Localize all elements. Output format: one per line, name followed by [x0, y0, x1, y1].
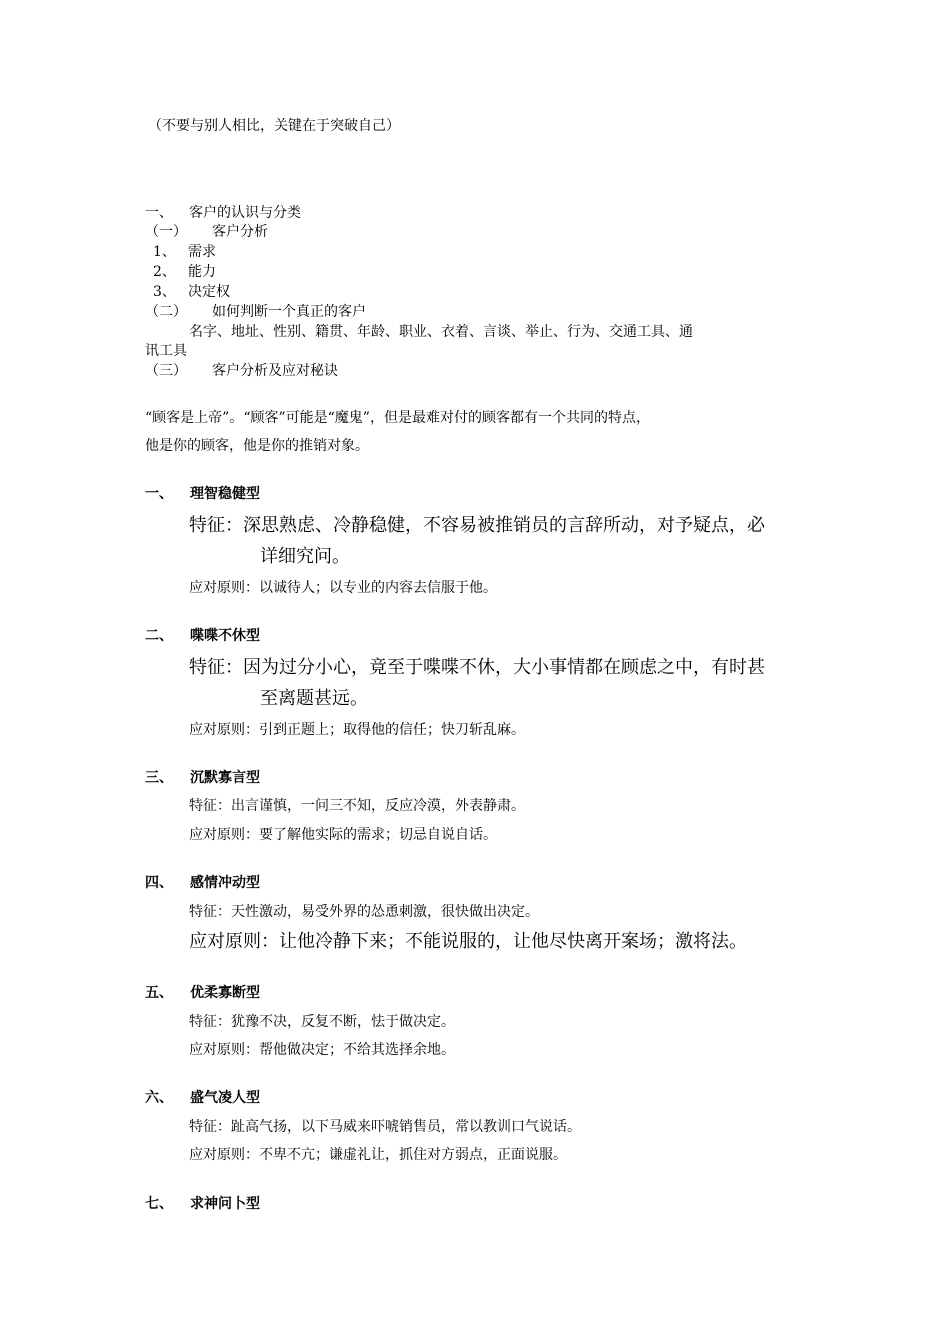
type-number: 二、	[145, 628, 173, 644]
type-feature: 特征：天性激动，易受外界的怂恿刺激，很快做出决定。	[189, 904, 539, 920]
outline-item-text: 能力	[188, 264, 216, 280]
type-heading	[145, 626, 545, 646]
document-subtitle: （不要与别人相比，关键在于突破自己）	[148, 118, 400, 134]
outline-section-2-number: （二）	[145, 304, 187, 320]
type-principle: 应对原则：让他冷静下来；不能说服的，让他尽快离开案场；激将法。	[189, 931, 747, 952]
outline-heading-1-text: 客户的认识与分类	[189, 205, 301, 221]
type-heading	[145, 484, 545, 504]
outline-section-3	[145, 361, 545, 381]
type-principle: 应对原则：以诚待人；以专业的内容去信服于他。	[189, 580, 497, 596]
outline-section-1-number: （一）	[145, 224, 187, 240]
type-number: 七、	[145, 1196, 173, 1212]
outline-item-text: 决定权	[188, 284, 230, 300]
type-title: 喋喋不休型	[190, 628, 260, 644]
type-number: 五、	[145, 985, 173, 1001]
outline-heading-1-number: 一、	[145, 205, 173, 221]
type-title: 沉默寡言型	[190, 770, 260, 786]
type-title: 优柔寡断型	[190, 985, 260, 1001]
outline-section-1	[145, 222, 545, 242]
type-heading	[145, 983, 545, 1003]
outline-section-3-number: （三）	[145, 363, 187, 379]
type-feature: 特征：趾高气扬，以下马威来吓唬销售员，常以教训口气说话。	[189, 1119, 581, 1135]
type-number: 三、	[145, 770, 173, 786]
outline-section-1-text: 客户分析	[212, 224, 268, 240]
type-principle: 应对原则：帮他做决定；不给其选择余地。	[189, 1042, 455, 1058]
outline-item-text: 需求	[188, 244, 216, 260]
outline-item-number: 2、	[153, 264, 176, 280]
intro-paragraph-line-2: 他是你的顾客，他是你的推销对象。	[145, 438, 369, 454]
outline-section-3-text: 客户分析及应对秘诀	[212, 363, 338, 379]
type-title: 盛气凌人型	[190, 1090, 260, 1106]
type-title: 理智稳健型	[190, 486, 260, 502]
type-feature: 特征：深思熟虑、冷静稳健，不容易被推销员的言辞所动，对予疑点，必	[189, 515, 765, 536]
outline-section-2-text: 如何判断一个真正的客户	[212, 304, 366, 320]
type-heading	[145, 768, 545, 788]
type-heading	[145, 1088, 545, 1108]
type-heading	[145, 873, 545, 893]
type-number: 六、	[145, 1090, 173, 1106]
outline-section-2-body: 名字、地址、性别、籍贯、年龄、职业、衣着、言谈、举止、行为、交通工具、通	[189, 324, 693, 340]
outline-heading-1	[145, 203, 545, 223]
outline-item	[153, 262, 453, 282]
outline-item-number: 3、	[153, 284, 176, 300]
type-principle: 应对原则：引到正题上；取得他的信任；快刀斩乱麻。	[189, 722, 525, 738]
type-feature: 特征：犹豫不决，反复不断，怯于做决定。	[189, 1014, 455, 1030]
outline-section-2	[145, 302, 545, 322]
type-number: 四、	[145, 875, 173, 891]
type-feature-continued: 详细究问。	[260, 546, 350, 567]
type-principle: 应对原则：要了解他实际的需求；切忌自说自话。	[189, 827, 497, 843]
type-feature-continued: 至离题甚远。	[260, 688, 368, 709]
outline-item	[153, 242, 453, 262]
intro-paragraph-line-1: “顾客是上帝”。“顾客”可能是“魔鬼”，但是最难对付的顾客都有一个共同的特点，	[145, 410, 650, 426]
type-feature: 特征：因为过分小心，竟至于喋喋不休，大小事情都在顾虑之中，有时甚	[189, 657, 765, 678]
outline-item-number: 1、	[153, 244, 176, 260]
type-principle: 应对原则：不卑不亢；谦虚礼让，抓住对方弱点，正面说服。	[189, 1147, 567, 1163]
type-number: 一、	[145, 486, 173, 502]
type-title: 感情冲动型	[190, 875, 260, 891]
outline-item	[153, 282, 453, 302]
outline-section-2-body-continued: 讯工具	[145, 343, 187, 359]
type-title: 求神问卜型	[190, 1196, 260, 1212]
type-feature: 特征：出言谨慎，一问三不知，反应冷漠，外表静肃。	[189, 798, 525, 814]
type-heading	[145, 1194, 545, 1214]
